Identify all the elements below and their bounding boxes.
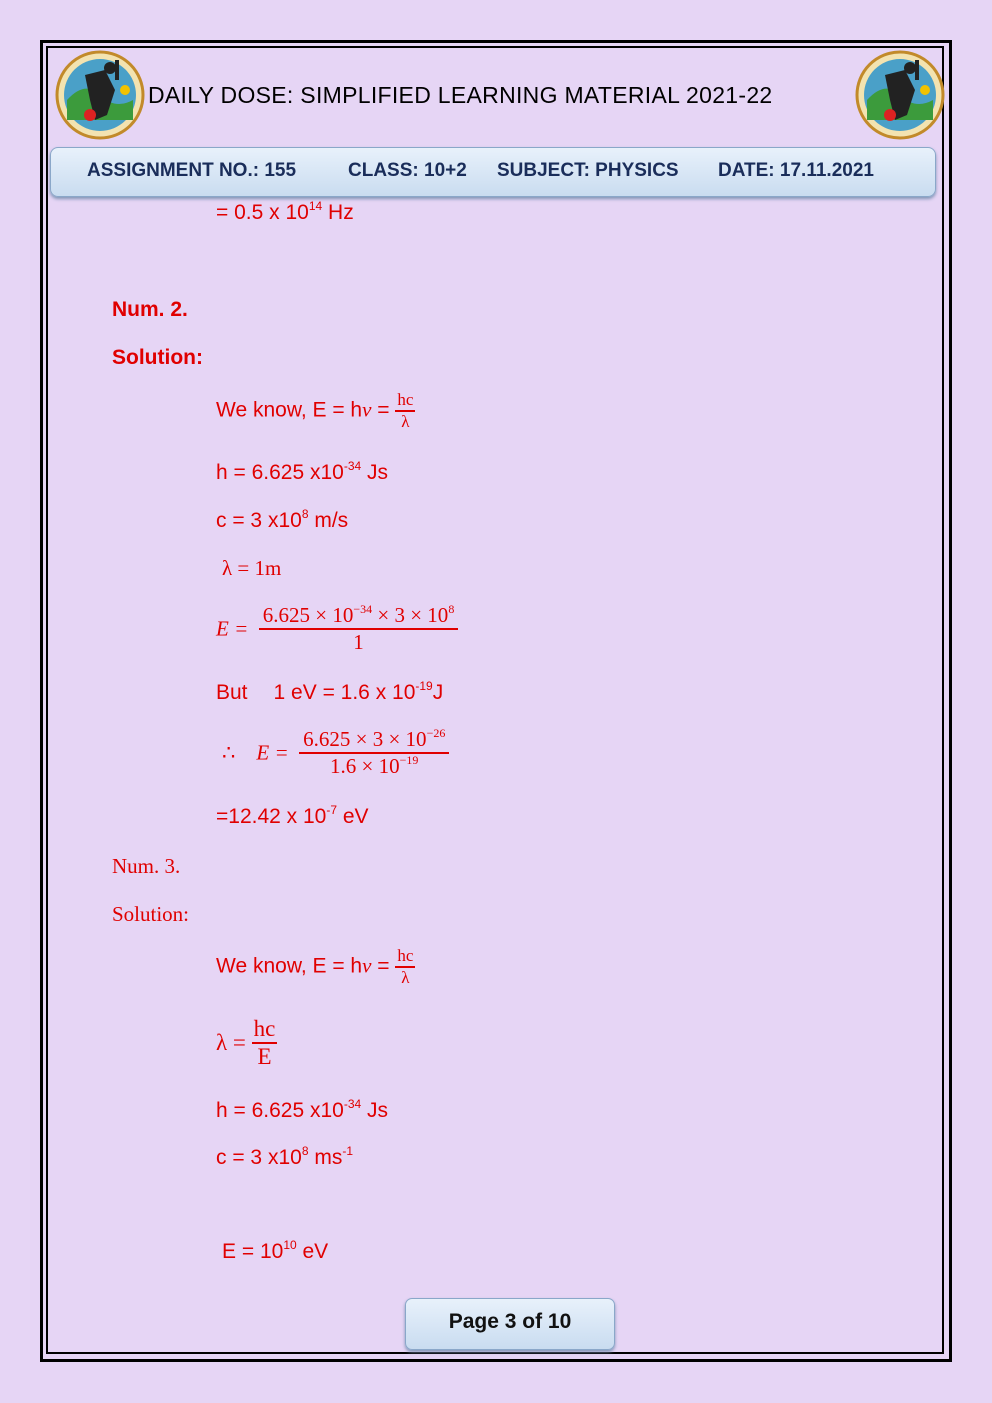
num3-planck-constant: h = 6.625 $x10^{-34}$ Js [216,1097,389,1122]
page-border-inner [46,46,944,1354]
num2-electron-volt-conversion: But 1 eV = 1.6 x $10^{-19}J$ [216,679,444,704]
hc-over-lambda-fraction: $\frac{hc}{\lambda}$ [397,946,414,987]
class-label: CLASS: 10+2 [348,160,467,181]
num2-energy-expression: E = $\frac{6.625 \times 10^{-34} \times 3 \times 10^8}{1}$ [216,603,458,655]
school-emblem-icon [855,50,945,140]
num2-formula: We know, E = hν = $\frac{hc}{\lambda}$ [216,390,414,431]
subject-label: SUBJECT: PHYSICS [497,160,679,181]
num3-heading: Num. 3. [112,854,181,878]
hc-over-lambda-fraction: $\frac{hc}{\lambda}$ [397,390,414,431]
num3-wavelength-formula: λ = $\frac{hc}{E}$ [216,1016,276,1069]
num2-final-result: =12.42 x $10^{-7}$ eV [216,803,369,828]
frequency-result: = 0.5 x $10^{14}$ Hz [216,199,354,224]
page-number: Page 3 of 10 [448,1310,572,1333]
num2-energy-ev-expression: ∴ E = $\frac{6.625 \times 3 \times 10^{-26}}{1.6 \times 10^{-19}}$ [222,727,449,779]
num3-speed-of-light: c = 3 $x10^8$ $ms^{-1}$ [216,1144,353,1169]
num2-heading: Num. 2. [112,298,188,321]
assignment-number: ASSIGNMENT NO.: 155 [87,160,297,181]
date-label: DATE: 17.11.2021 [718,160,874,181]
num2-wavelength: λ = 1m [222,556,282,580]
school-emblem-icon [55,50,145,140]
assignment-banner [50,147,936,197]
page-number-box [405,1298,615,1350]
num3-formula: We know, E = hν = $\frac{hc}{\lambda}$ [216,946,414,987]
num2-speed-of-light: c = 3 $x10^8$ m/s [216,507,349,532]
num3-energy-value: $E = 10^{10}$ eV [222,1238,329,1263]
num2-planck-constant: h = 6.625 $x10^{-34}$ Js [216,459,389,484]
num2-solution-label: Solution: [112,346,203,369]
num3-solution-label: Solution: [112,902,190,926]
document-title: DAILY DOSE: SIMPLIFIED LEARNING MATERIAL 2021-22 [148,82,773,108]
